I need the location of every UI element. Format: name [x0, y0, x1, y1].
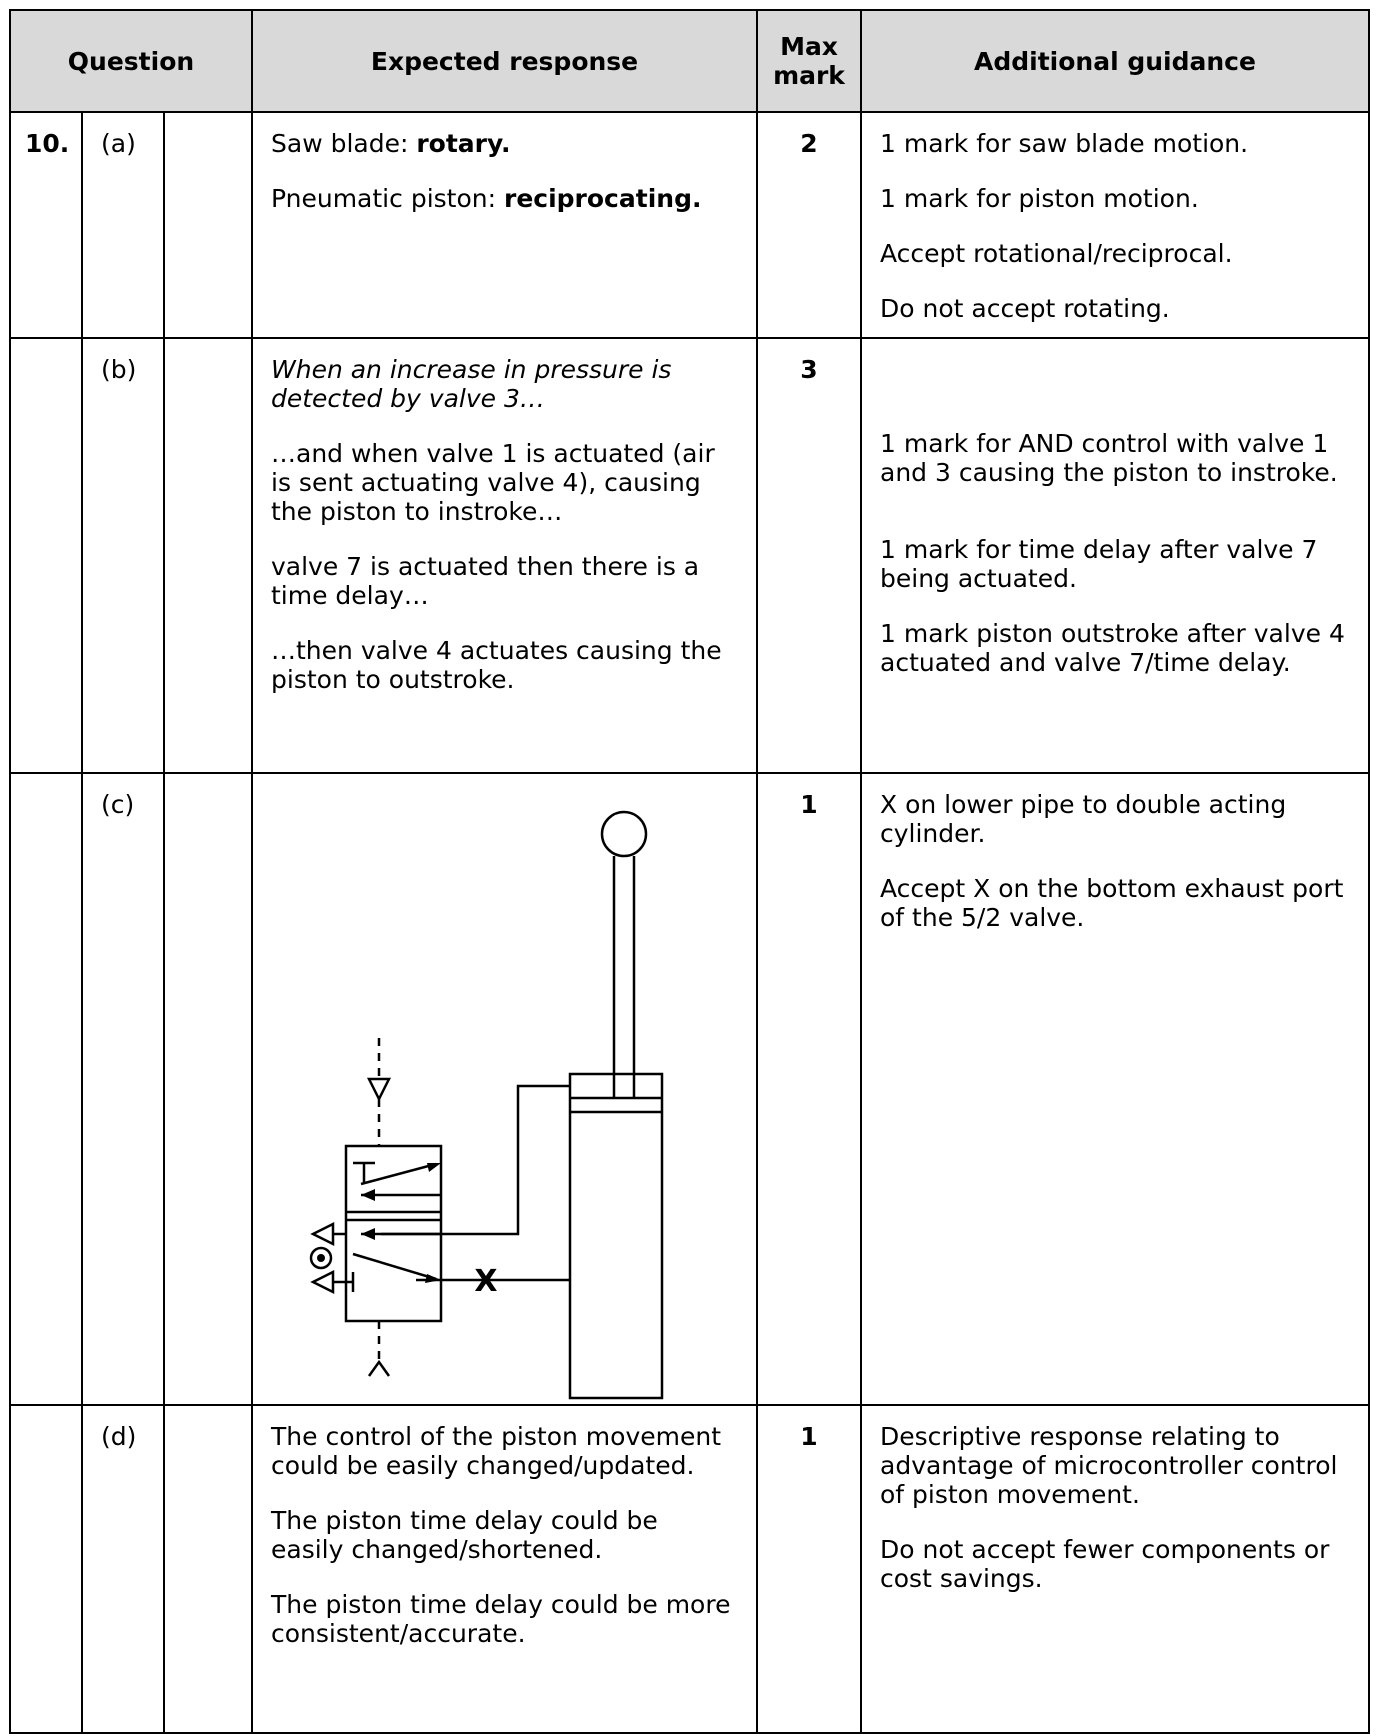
response-b-1: When an increase in pressure is detected by valve 3… [271, 355, 672, 413]
cylinder-body [570, 1074, 662, 1398]
response-pneumatic-piston: Pneumatic piston: reciprocating. [271, 184, 702, 213]
max-mark-c: 1 [757, 773, 861, 1405]
expected-response-c [252, 773, 757, 1405]
exhaust-triangle-upper [313, 1224, 333, 1244]
part-label-b: (b) [101, 355, 137, 384]
guidance-c-2: Accept X on the bottom exhaust port of the 5/2 valve. [880, 874, 1344, 932]
response-saw-blade: Saw blade: rotary. [271, 129, 511, 158]
guidance-d [861, 1405, 1369, 1733]
part-label-d: (d) [101, 1422, 137, 1451]
guidance-a-4: Do not accept rotating. [880, 294, 1170, 323]
header-row [10, 10, 1369, 112]
table-row-b [10, 338, 1369, 773]
exhaust-triangle-lower [313, 1272, 333, 1292]
part-label-a: (a) [101, 129, 136, 158]
pneumatic-circuit-diagram [253, 774, 758, 1404]
guidance-d-2: Do not accept fewer components or cost savings. [880, 1535, 1330, 1593]
expected-response-b [252, 338, 757, 773]
table-row-a [10, 112, 1369, 338]
header-max-line2: mark [773, 61, 845, 90]
response-d-3: The piston time delay could be more consistent/accurate. [271, 1590, 731, 1648]
guidance-a-3: Accept rotational/reciprocal. [880, 239, 1233, 268]
max-mark-d: 1 [757, 1405, 861, 1733]
marking-scheme-table [9, 9, 1370, 1734]
guidance-a [861, 112, 1369, 338]
table-row-c [10, 773, 1369, 1405]
header-question: Question [10, 10, 252, 112]
guidance-b [861, 338, 1369, 773]
table-row-d [10, 1405, 1369, 1733]
header-max-line1: Max [780, 32, 838, 61]
max-mark-a: 2 [757, 112, 861, 338]
header-expected-response: Expected response [252, 10, 757, 112]
question-number: 10. [25, 129, 70, 158]
expected-response-a [252, 112, 757, 338]
response-d-2: The piston time delay could be easily changed/shortened. [271, 1506, 658, 1564]
header-additional-guidance: Additional guidance [861, 10, 1369, 112]
subpart-cell [164, 112, 252, 338]
rod-end-circle [602, 812, 646, 856]
x-mark: X [474, 1264, 498, 1299]
response-d-1: The control of the piston movement could be easily changed/updated. [271, 1422, 721, 1480]
expected-response-d [252, 1405, 757, 1733]
header-max-mark [757, 10, 861, 112]
response-b-3: valve 7 is actuated then there is a time delay… [271, 552, 700, 610]
guidance-a-2: 1 mark for piston motion. [880, 184, 1199, 213]
guidance-b-3: 1 mark piston outstroke after valve 4 actuated and valve 7/time delay. [880, 619, 1345, 677]
response-b-2: …and when valve 1 is actuated (air is sent actuating valve 4), causing the piston to instroke… [271, 439, 715, 526]
pilot-triangle-top [369, 1079, 389, 1099]
max-mark-b: 3 [757, 338, 861, 773]
part-cell [82, 112, 164, 338]
guidance-c [861, 773, 1369, 1405]
guidance-d-1: Descriptive response relating to advantage of microcontroller control of piston movement. [880, 1422, 1338, 1509]
question-number-cell [10, 112, 82, 338]
guidance-b-1: 1 mark for AND control with valve 1 and 3 causing the piston to instroke. [880, 429, 1338, 487]
part-label-c: (c) [101, 790, 135, 819]
response-b-4: …then valve 4 actuates causing the piston to outstroke. [271, 636, 722, 694]
guidance-b-2: 1 mark for time delay after valve 7 being actuated. [880, 535, 1318, 593]
guidance-a-1: 1 mark for saw blade motion. [880, 129, 1249, 158]
guidance-c-1: X on lower pipe to double acting cylinder. [880, 790, 1287, 848]
